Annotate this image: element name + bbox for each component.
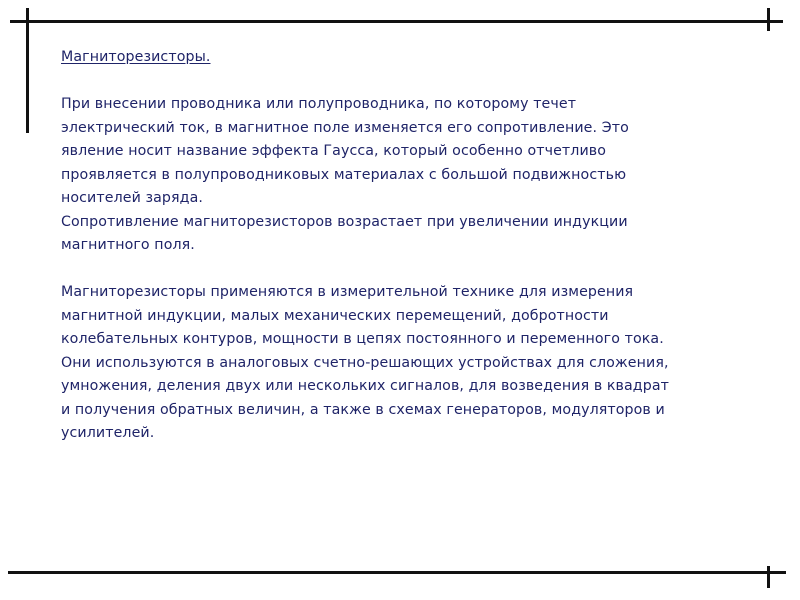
right-vertical-rule-bottom bbox=[767, 566, 770, 588]
left-vertical-rule bbox=[26, 8, 29, 133]
spacer bbox=[61, 70, 761, 94]
top-rule bbox=[10, 20, 783, 23]
paragraph-hall-effect: При внесении проводника или полупроводника, по которому течет электрический ток, в магнитное поле изменяется его сопротивление. Это явление носит название эффекта Гаусса, который особенно отчетливо проявляется в полупроводниковых материалах с большой подвижностью носителей заряда. bbox=[61, 96, 629, 206]
bottom-rule bbox=[8, 571, 786, 574]
paragraph-applications: Магниторезисторы применяются в измерительной технике для измерения магнитной индукции, малых механических перемещений, добротности колебательных контуров, мощности в цепях постоянного и переменного тока. Они используются в аналоговых счетно-решающих устройствах для сложения, умножения, деления двух или нескольких сигналов, для возведения в квадрат и получения обратных величин, а также в схемах генераторов, модуляторов и усилителей. bbox=[61, 284, 669, 441]
slide-content bbox=[61, 46, 761, 446]
right-vertical-rule-top bbox=[767, 8, 770, 31]
paragraph-resistance-increase: Сопротивление магниторезисторов возрастает при увеличении индукции магнитного поля. bbox=[61, 213, 628, 253]
spacer bbox=[61, 258, 761, 282]
slide-title: Магниторезисторы. bbox=[61, 49, 211, 65]
